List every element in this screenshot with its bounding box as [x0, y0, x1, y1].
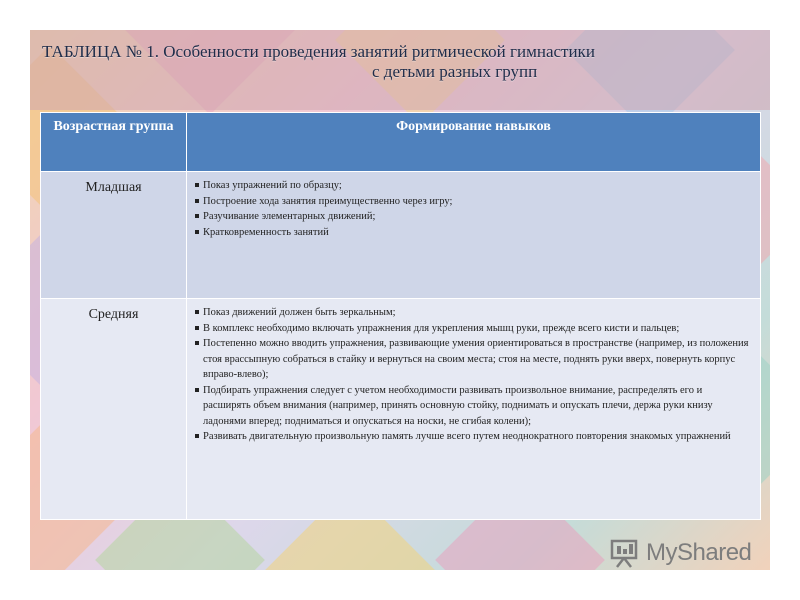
skill-text: Постепенно можно вводить упражнения, развивающие умения ориентироваться в пространстве (например, из положения стоя врассыпную собраться в стайку и вернуться на своим места; стоя на месте, поднять руки вверх, повернуть корпус вправо-влево); — [203, 338, 749, 380]
list-item — [195, 178, 752, 194]
bullet-icon — [195, 199, 199, 203]
group-cell: Младшая — [41, 172, 187, 299]
header-age-group: Возрастная группа — [41, 113, 187, 172]
skill-text: В комплекс необходимо включать упражнения для укрепления мышц руки, прежде всего кисти и пальцев; — [203, 322, 680, 334]
bullet-icon — [195, 230, 199, 234]
slide-title — [42, 42, 742, 82]
skill-text: Развивать двигательную произвольную память лучше всего путем неоднократного повторения знакомых упражнений — [203, 431, 731, 442]
skill-text: Разучивание элементарных движений; — [203, 211, 376, 222]
list-item — [195, 225, 752, 241]
table-header-row — [41, 113, 761, 172]
list-item — [195, 383, 752, 430]
skills-list — [195, 305, 752, 445]
list-item — [195, 336, 752, 383]
list-item — [195, 209, 752, 225]
bullet-icon — [195, 214, 199, 218]
list-item — [195, 305, 752, 321]
list-item — [195, 194, 752, 210]
table-row — [41, 299, 761, 520]
skill-text: Показ упражнений по образцу; — [203, 180, 342, 191]
bullet-icon — [195, 341, 199, 345]
list-item — [195, 321, 752, 337]
bullet-icon — [195, 434, 199, 438]
list-item — [195, 429, 752, 445]
bullet-icon — [195, 326, 199, 330]
table-row — [41, 172, 761, 299]
bullet-icon — [195, 388, 199, 392]
skills-list — [195, 178, 752, 240]
group-cell: Средняя — [41, 299, 187, 520]
skill-text: Показ движений должен быть зеркальным; — [203, 307, 396, 318]
slide — [30, 30, 770, 570]
header-skills: Формирование навыков — [187, 113, 761, 172]
skills-cell — [187, 172, 761, 299]
bullet-icon — [195, 183, 199, 187]
myshared-watermark — [608, 538, 751, 568]
skills-table — [40, 112, 761, 520]
skill-text: Подбирать упражнения следует с учетом необходимости развивать произвольное внимание, распределять его и расширять объем внимания (например, принять основную стойку, поднимать и опускать плечи, держа руки книзу ладонями вперед; подниматься и опускаться на носки, не сгибая колени); — [203, 384, 713, 427]
skill-text: Кратковременность занятий — [203, 226, 329, 238]
title-line-2: с детьми разных групп — [372, 62, 538, 81]
title-line-1: ТАБЛИЦА № 1. Особенности проведения занятий ритмической гимнастики — [42, 42, 595, 61]
skills-cell — [187, 299, 761, 520]
skill-text: Построение хода занятия преимущественно через игру; — [203, 195, 453, 207]
watermark-text: MyShared — [646, 539, 752, 566]
presentation-board-icon — [608, 538, 642, 568]
bullet-icon — [195, 310, 199, 314]
